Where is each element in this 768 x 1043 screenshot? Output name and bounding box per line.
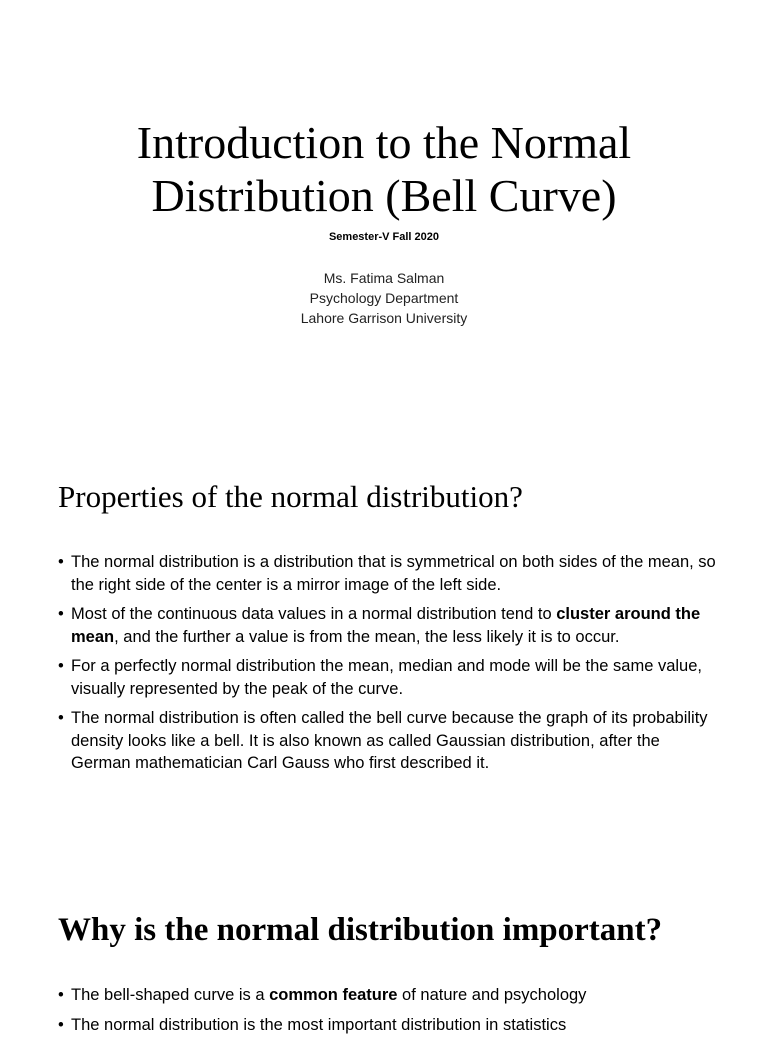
university-name: Lahore Garrison University bbox=[300, 310, 468, 326]
bullet-text-part: of nature and psychology bbox=[397, 986, 587, 1004]
list-item bbox=[58, 655, 718, 700]
bullet-icon: • bbox=[58, 709, 64, 727]
emphasis-text: cluster around the mean bbox=[71, 605, 701, 646]
list-item bbox=[58, 984, 718, 1007]
bullet-text bbox=[71, 605, 700, 646]
bullet-text-part: The bell-shaped curve is a bbox=[71, 986, 270, 1004]
bullet-text-part: Most of the continuous data values in a normal distribution tend to bbox=[71, 605, 557, 623]
properties-heading: Properties of the normal distribution? bbox=[58, 479, 523, 514]
bullet-text: The normal distribution is the most important distribution in statistics bbox=[71, 1015, 567, 1034]
bullet-text: The normal distribution is a distribution that is symmetrical on both sides of the mean, so the right side of the center is a mirror image of the left side. bbox=[71, 553, 716, 594]
properties-bullet-list bbox=[58, 551, 718, 782]
bullet-icon: • bbox=[58, 1015, 64, 1034]
bullet-text bbox=[71, 986, 586, 1004]
list-item bbox=[58, 551, 718, 596]
bullet-icon: • bbox=[58, 986, 64, 1004]
department-name: Psychology Department bbox=[309, 290, 459, 306]
bullet-text-part: , and the further a value is from the mean, the less likely it is to occur. bbox=[114, 627, 620, 646]
title-slide bbox=[0, 0, 768, 390]
importance-heading: Why is the normal distribution important? bbox=[58, 912, 663, 948]
emphasis-text: common feature bbox=[269, 986, 398, 1004]
list-item bbox=[58, 1014, 718, 1037]
title-line-2: Distribution (Bell Curve) bbox=[151, 170, 617, 221]
list-item bbox=[58, 603, 718, 648]
bullet-icon: • bbox=[58, 657, 64, 675]
importance-bullet-list bbox=[58, 984, 718, 1043]
presenter-info bbox=[0, 268, 768, 328]
semester-label: Semester-V Fall 2020 bbox=[328, 231, 440, 243]
list-item bbox=[58, 707, 718, 775]
instructor-name: Ms. Fatima Salman bbox=[323, 270, 445, 286]
bullet-icon: • bbox=[58, 605, 64, 623]
bullet-icon: • bbox=[58, 553, 64, 571]
bullet-text: For a perfectly normal distribution the mean, median and mode will be the same value, visually represented by the peak of the curve. bbox=[71, 657, 702, 698]
title-line-1: Introduction to the Normal bbox=[136, 117, 632, 168]
bullet-text: The normal distribution is often called the bell curve because the graph of its probability density looks like a bell. It is also known as called Gaussian distribution, after the German mathematician Carl Gauss who first described it. bbox=[71, 709, 708, 772]
presentation-title bbox=[0, 116, 768, 222]
